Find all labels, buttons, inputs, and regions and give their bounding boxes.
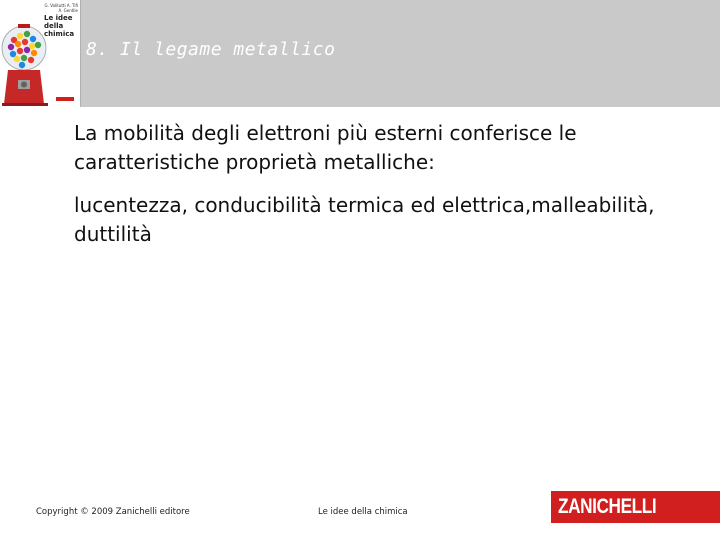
book-cover-thumbnail	[0, 0, 81, 107]
body-paragraph-1: La mobilità degli elettroni più esterni conferisce le caratteristiche proprietà metalliche:	[74, 121, 577, 174]
cover-authors: G. Valitutti A. Tifi A. Gentile	[44, 3, 78, 13]
footer-copyright: Copyright © 2009 Zanichelli editore	[36, 507, 190, 517]
publisher-logo-text: ZANICHELLI	[558, 495, 657, 518]
cover-title: Le idee della chimica	[44, 14, 75, 38]
slide-title: 8. Il legame metallico	[86, 39, 336, 60]
body-paragraph-2: lucentezza, conducibilità termica ed elettrica,malleabilità, duttilità	[74, 193, 655, 246]
publisher-logo	[551, 491, 720, 523]
cover-publisher-mark	[56, 97, 74, 101]
footer-book-title: Le idee della chimica	[318, 507, 408, 517]
